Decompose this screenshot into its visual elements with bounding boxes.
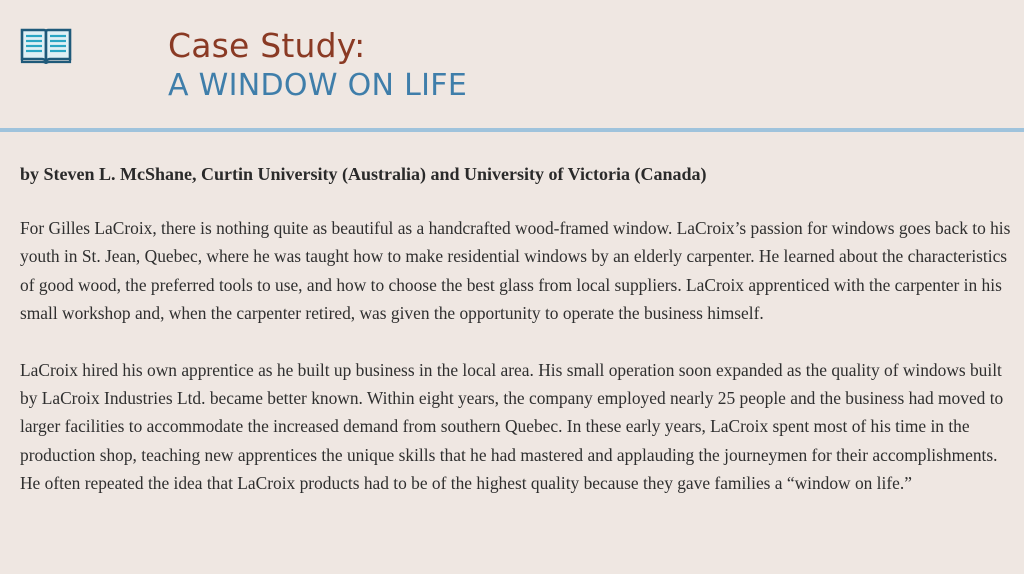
author-byline: by Steven L. McShane, Curtin University (Australia) and University of Victoria (Canada) bbox=[20, 164, 707, 184]
page-title bbox=[168, 26, 467, 106]
paragraph-2: LaCroix hired his own apprentice as he built up business in the local area. His small operation soon expanded as the quality of windows built by LaCroix Industries Ltd. became better known. Within eight years, the company employed nearly 25 people and the business had moved to larger facilities to accommodate the increased demand from southern Quebec. In these early years, LaCroix spent most of his time in the production shop, teaching new apprentices the unique skills that he had mastered and applauding the journeymen for their accomplishments. He often repeated the idea that LaCroix products had to be of the highest quality because they gave families a “window on life.” bbox=[20, 359, 1004, 494]
paragraph-1: For Gilles LaCroix, there is nothing quite as beautiful as a handcrafted wood-framed window. LaCroix’s passion for windows goes back to his youth in St. Jean, Quebec, where he was taught how to make residential windows by an elderly carpenter. He learned about the characteristics of good wood, the preferred tools to use, and how to choose the best glass from local suppliers. LaCroix apprenticed with the carpenter in his small workshop and, when the carpenter retired, was given the opportunity to operate the business himself. bbox=[20, 218, 1011, 324]
title-line-case-study: Case Study: bbox=[168, 26, 366, 65]
title-line-window-on-life: A WINDOW ON LIFE bbox=[168, 68, 468, 103]
header-divider bbox=[0, 128, 1024, 132]
document-body bbox=[20, 160, 1022, 526]
book-icon bbox=[20, 26, 72, 64]
